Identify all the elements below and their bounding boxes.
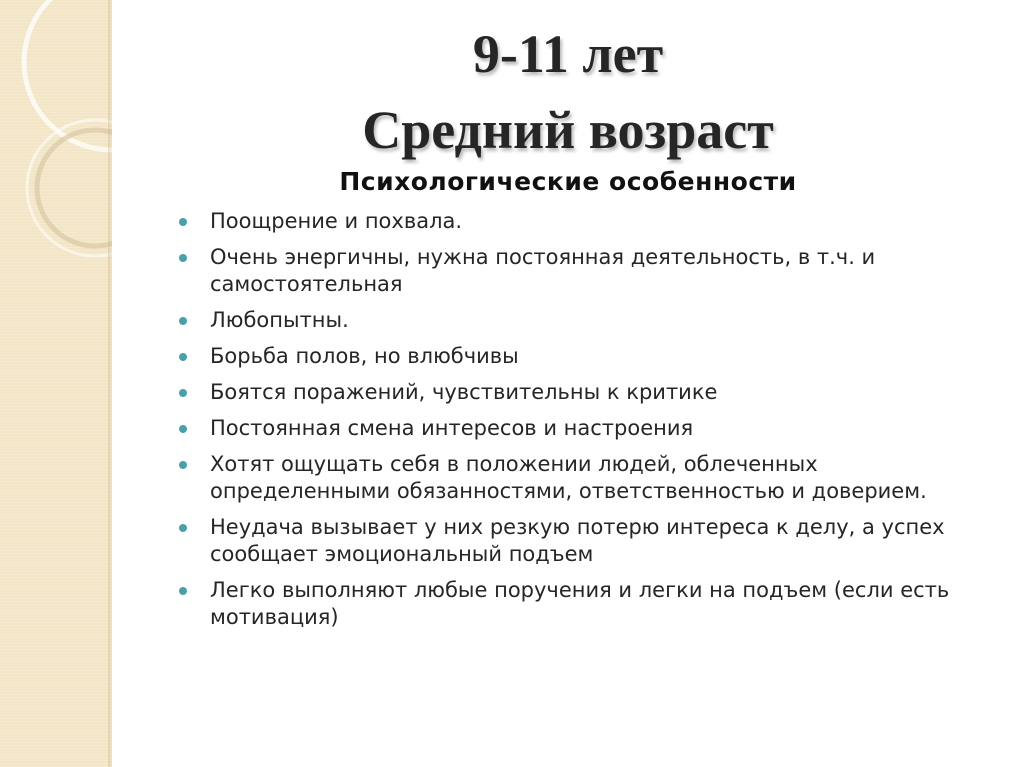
slide-subtitle: Психологические особенности [339,167,797,196]
bullet-item [178,208,978,235]
slide-title-group: Средний возраст [362,100,774,160]
bullet-item [178,514,978,568]
bullet-item [178,307,978,334]
bullet-item [178,415,978,442]
bullet-dot-icon [179,254,187,262]
bullet-text: Постоянная смена интересов и настроения [210,416,694,440]
bullet-item [178,343,978,370]
bullet-item [178,577,978,631]
slide-title-age: 9-11 лет [472,24,664,84]
bullet-dot-icon [179,461,187,469]
bullet-list [178,208,978,640]
bullet-text: Борьба полов, но влюбчивы [210,344,519,368]
bullet-dot-icon [179,425,187,433]
bullet-dot-icon [179,317,187,325]
bullet-dot-icon [179,353,187,361]
bullet-item [178,379,978,406]
bullet-dot-icon [179,389,187,397]
bullet-text: Поощрение и похвала. [210,209,463,233]
bullet-text: Легко выполняют любые поручения и легки на подъем (если есть мотивация) [210,578,950,629]
bullet-dot-icon [179,524,187,532]
decorative-circles [0,0,112,767]
bullet-item [178,451,978,505]
bullet-text: Боятся поражений, чувствительны к критике [210,380,718,404]
bullet-item [178,244,978,298]
bullet-dot-icon [179,218,187,226]
bullet-text: Очень энергичны, нужна постоянная деятельность, в т.ч. и самостоятельная [210,245,876,296]
bullet-text: Любопытны. [210,308,349,332]
decorative-side-panel [0,0,112,767]
bullet-dot-icon [179,587,187,595]
bullet-text: Неудача вызывает у них резкую потерю интереса к делу, а успех сообщает эмоциональный подъем [210,515,945,566]
bullet-text: Хотят ощущать себя в положении людей, облеченных определенными обязанностями, ответственностью и доверием. [210,452,927,503]
